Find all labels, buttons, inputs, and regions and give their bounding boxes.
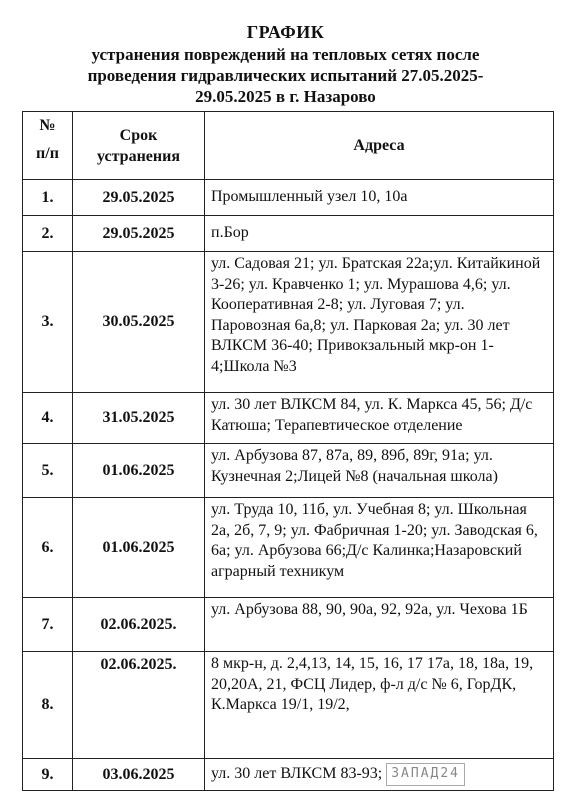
table-row	[23, 498, 554, 598]
row-date: 02.06.2025.	[73, 598, 205, 652]
row-address: п.Бор	[205, 216, 554, 252]
row-address: ул. Труда 10, 11б, ул. Учебная 8; ул. Школьная 2а, 2б, 7, 9; ул. Фабричная 1-20; ул. Заводская 6, 6а; ул. Арбузова 66;Д/с Калинка;Назаровский аграрный техникум	[205, 498, 554, 598]
row-number: 6.	[23, 498, 73, 598]
row-number: 7.	[23, 598, 73, 652]
table-row	[23, 598, 554, 652]
row-date: 30.05.2025	[73, 252, 205, 393]
watermark-logo: ЗАПАД24	[386, 763, 465, 786]
header-term-line-1: Срок	[119, 126, 158, 144]
row-number: 8.	[23, 652, 73, 759]
table-row	[23, 180, 554, 216]
table-header-row	[23, 112, 554, 180]
header-number	[23, 112, 73, 180]
row-address: Промышленный узел 10, 10а	[205, 180, 554, 216]
row-address: ул. Арбузова 87, 87а, 89, 89б, 89г, 91а; ул. Кузнечная 2;Лицей №8 (начальная школа)	[205, 444, 554, 498]
row-number: 9.	[23, 759, 73, 791]
row-date: 02.06.2025.	[73, 652, 205, 759]
row-date: 01.06.2025	[73, 498, 205, 598]
row-number: 3.	[23, 252, 73, 393]
row-number: 4.	[23, 393, 73, 444]
table-row	[23, 252, 554, 393]
row-date: 29.05.2025	[73, 216, 205, 252]
row-date: 03.06.2025	[73, 759, 205, 791]
row-address: 8 мкр-н, д. 2,4,13, 14, 15, 16, 17 17а, 18, 18а, 19, 20,20А, 21, ФСЦ Лидер, ф-л д/с № 6, ГорДК, К.Маркса 19/1, 19/2,	[205, 652, 554, 759]
row-address: ул. Арбузова 88, 90, 90а, 92, 92а, ул. Чехова 1Б	[205, 598, 554, 652]
header-term	[73, 112, 205, 180]
row-number: 1.	[23, 180, 73, 216]
row-address: ул. 30 лет ВЛКСМ 83-93;	[211, 765, 383, 783]
row-address: ул. Садовая 21; ул. Братская 22а;ул. Китайкиной 3-26; ул. Кравченко 1; ул. Мурашова 4,6; ул. Кооперативная 2-8; ул. Луговая 7; ул. Паровозная 6а,8; ул. Парковая 2а; ул. 30 лет ВЛКСМ 36-40; Привокзальный мкр-он 1-4;Школа №3	[205, 252, 554, 393]
row-number: 2.	[23, 216, 73, 252]
document-subtitle-line-3: 29.05.2025 в г. Назарово	[195, 87, 376, 106]
row-date: 31.05.2025	[73, 393, 205, 444]
header-number-line-1: №	[39, 117, 56, 134]
table-row	[23, 444, 554, 498]
row-date: 01.06.2025	[73, 444, 205, 498]
document-title: ГРАФИК	[246, 22, 325, 42]
document-subtitle-line-1: устранения повреждений на тепловых сетях после	[91, 45, 480, 64]
header-term-line-2: устранения	[97, 147, 180, 165]
row-date: 29.05.2025	[73, 180, 205, 216]
row-address-cell	[205, 759, 554, 791]
document-title-block	[20, 20, 551, 107]
table-row	[23, 393, 554, 444]
header-address: Адреса	[205, 112, 554, 180]
table-row	[23, 759, 554, 791]
row-number: 5.	[23, 444, 73, 498]
header-number-line-2: п/п	[36, 145, 59, 162]
row-address: ул. 30 лет ВЛКСМ 84, ул. К. Маркса 45, 56; Д/с Катюша; Терапевтическое отделение	[205, 393, 554, 444]
schedule-table	[22, 111, 554, 791]
table-row	[23, 216, 554, 252]
table-row	[23, 652, 554, 759]
document-subtitle-line-2: проведения гидравлических испытаний 27.05.2025-	[87, 66, 484, 85]
